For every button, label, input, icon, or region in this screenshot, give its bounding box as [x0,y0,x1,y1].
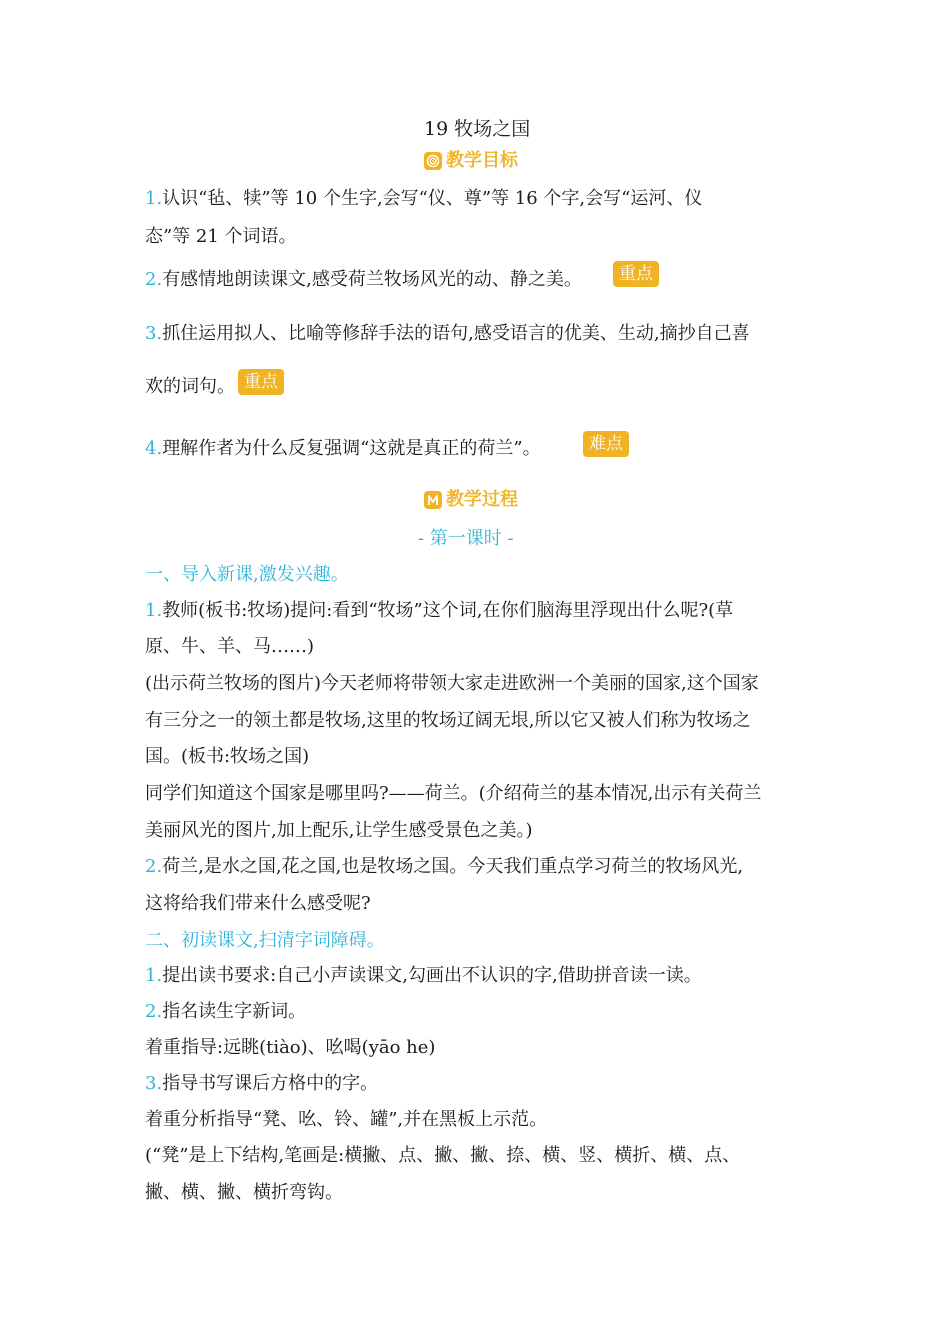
paragraph-line: 有三分之一的领土都是牧场,这里的牧场辽阔无垠,所以它又被人们称为牧场之 [145,710,751,731]
objective-1 [145,186,702,212]
key-point-badge: 重点 [238,369,284,395]
objectives-heading-label: 教学目标 [446,150,518,171]
objective-4 [145,436,541,462]
item-text: 提出读书要求:自己小声读课文,勾画出不认识的字,借助拼音读一读。 [162,965,702,986]
paragraph-line: 国。(板书:牧场之国) [145,746,310,767]
process-item-2 [145,854,743,880]
paragraph-line: 着重指导:远眺(tiào)、吆喝(yāo he) [145,1037,436,1058]
objective-3-cont: 欢的词句。 [145,376,235,397]
paragraph-line: 着重分析指导“凳、吆、铃、罐”,并在黑板上示范。 [145,1109,548,1130]
item-text: 指名读生字新词。 [162,1001,307,1022]
paragraph-line: 这将给我们带来什么感受呢? [145,893,371,914]
paragraph-line: (出示荷兰牧场的图片)今天老师将带领大家走进欧洲一个美丽的国家,这个国家 [145,673,759,694]
item-text: 指导书写课后方格中的字。 [162,1073,379,1094]
lesson-label: - 第一课时 - [418,528,514,549]
objective-text: 有感情地朗读课文,感受荷兰牧场风光的动、静之美。 [162,269,582,290]
paragraph-line: 同学们知道这个国家是哪里吗?——荷兰。(介绍荷兰的基本情况,出示有关荷兰 [145,783,762,804]
section-heading-2: 二、初读课文,扫清字词障碍。 [145,930,385,951]
objective-text: 抓住运用拟人、比喻等修辞手法的语句,感受语言的优美、生动,摘抄自己喜 [162,323,750,344]
item-number: 3. [145,1073,163,1094]
pencil-icon [424,491,442,509]
paragraph-line: 原、牛、羊、马……) [145,636,315,657]
paragraph-line: (“凳”是上下结构,笔画是:横撇、点、撇、撇、捺、横、竖、横折、横、点、 [145,1145,741,1166]
objective-2 [145,267,582,293]
objectives-heading [424,150,518,172]
target-icon [424,152,442,170]
process-item-1 [145,598,733,624]
process-item-4 [145,999,306,1025]
page-title: 19 牧场之国 [424,118,531,140]
objective-text: 认识“毡、犊”等 10 个生字,会写“仪、尊”等 16 个字,会写“运河、仪 [162,188,703,209]
key-point-badge: 重点 [613,261,659,287]
item-number: 1. [145,965,163,986]
process-item-3 [145,963,702,989]
objective-number: 4. [145,438,163,459]
process-heading-label: 教学过程 [446,489,518,510]
paragraph-line: 美丽风光的图片,加上配乐,让学生感受景色之美。) [145,820,533,841]
item-text: 教师(板书:牧场)提问:看到“牧场”这个词,在你们脑海里浮现出什么呢?(草 [162,600,734,621]
objective-3 [145,321,750,347]
difficulty-badge: 难点 [583,431,629,457]
objective-number: 2. [145,269,163,290]
section-heading-1: 一、导入新课,激发兴趣。 [145,564,349,585]
objective-text: 理解作者为什么反复强调“这就是真正的荷兰”。 [162,438,541,459]
process-item-5 [145,1071,378,1097]
objective-number: 3. [145,323,163,344]
paragraph-line: 撇、横、撇、横折弯钩。 [145,1182,343,1203]
item-number: 1. [145,600,163,621]
item-number: 2. [145,1001,163,1022]
item-number: 2. [145,856,163,877]
item-text: 荷兰,是水之国,花之国,也是牧场之国。今天我们重点学习荷兰的牧场风光, [162,856,744,877]
process-heading [424,489,518,511]
objective-1-cont: 态”等 21 个词语。 [145,226,297,247]
objective-number: 1. [145,188,163,209]
